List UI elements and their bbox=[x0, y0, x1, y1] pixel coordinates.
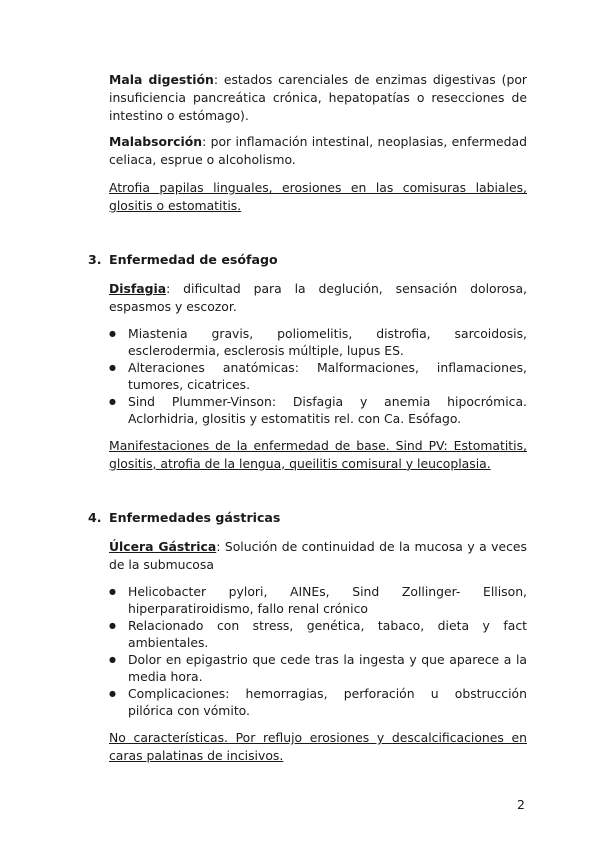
paragraph-malabsorcion bbox=[109, 133, 527, 169]
text-mala-digestion: : estados carenciales de enzimas digestivas (por insuficiencia pancreática crónica, hepatopatías o resecciones de intestino o estómago). bbox=[109, 72, 527, 123]
list-item: ● Sind Plummer-Vinson: Disfagia y anemia hipocrómica. Aclorhidria, glositis y estomatitis rel. con Ca. Esófago. bbox=[128, 393, 527, 427]
paragraph-disfagia bbox=[109, 280, 527, 316]
section-heading-4 bbox=[88, 509, 280, 527]
list-gastricas bbox=[128, 583, 527, 719]
section-heading-3 bbox=[88, 251, 278, 269]
list-item: ● Alteraciones anatómicas: Malformaciones, inflamaciones, tumores, cicatrices. bbox=[128, 359, 527, 393]
list-item: ● Miastenia gravis, poliomelitis, distrofia, sarcoidosis, esclerodermia, esclerosis múltiple, lupus ES. bbox=[128, 325, 527, 359]
term-disfagia: Disfagia bbox=[109, 281, 167, 296]
paragraph-mala-digestion bbox=[109, 71, 527, 124]
text-ulcera: : Solución de continuidad de la mucosa y a veces de la submucosa bbox=[109, 539, 527, 572]
term-ulcera: Úlcera Gástrica bbox=[109, 539, 217, 554]
section-title-4: Enfermedades gástricas bbox=[109, 510, 281, 525]
list-item: ● Relacionado con stress, genética, tabaco, dieta y fact ambientales. bbox=[128, 617, 527, 651]
section-number-3: 3. bbox=[88, 252, 102, 267]
note-signs-3: No características. Por reflujo erosiones y descalcificaciones en caras palatinas de incisivos. bbox=[109, 730, 527, 763]
list-item: ● Helicobacter pylori, AINEs, Sind Zollinger- Ellison, hiperparatiroidismo, fallo renal crónico bbox=[128, 583, 527, 617]
list-item: ● Complicaciones: hemorragias, perforación u obstrucción pilórica con vómito. bbox=[128, 685, 527, 719]
text-malabsorcion: : por inflamación intestinal, neoplasias, enfermedad celiaca, esprue o alcoholismo. bbox=[109, 134, 527, 167]
text-disfagia: : dificultad para la deglución, sensación dolorosa, espasmos y escozor. bbox=[109, 281, 527, 314]
paragraph-ulcera bbox=[109, 538, 527, 574]
list-item: ● Dolor en epigastrio que cede tras la ingesta y que aparece a la media hora. bbox=[128, 651, 527, 685]
page-number: 2 bbox=[517, 797, 525, 812]
term-mala-digestion: Mala digestión bbox=[109, 72, 214, 87]
note-signs-1: Atrofia papilas linguales, erosiones en las comisuras labiales, glositis o estomatitis. bbox=[109, 180, 527, 213]
term-malabsorcion: Malabsorción bbox=[109, 134, 203, 149]
list-esofago bbox=[128, 325, 527, 427]
section-number-4: 4. bbox=[88, 510, 102, 525]
section-title-3: Enfermedad de esófago bbox=[109, 252, 278, 267]
note-signs-2: Manifestaciones de la enfermedad de base. Sind PV: Estomatitis, glositis, atrofia de la lengua, queilitis comisural y leucoplasia. bbox=[109, 438, 527, 471]
